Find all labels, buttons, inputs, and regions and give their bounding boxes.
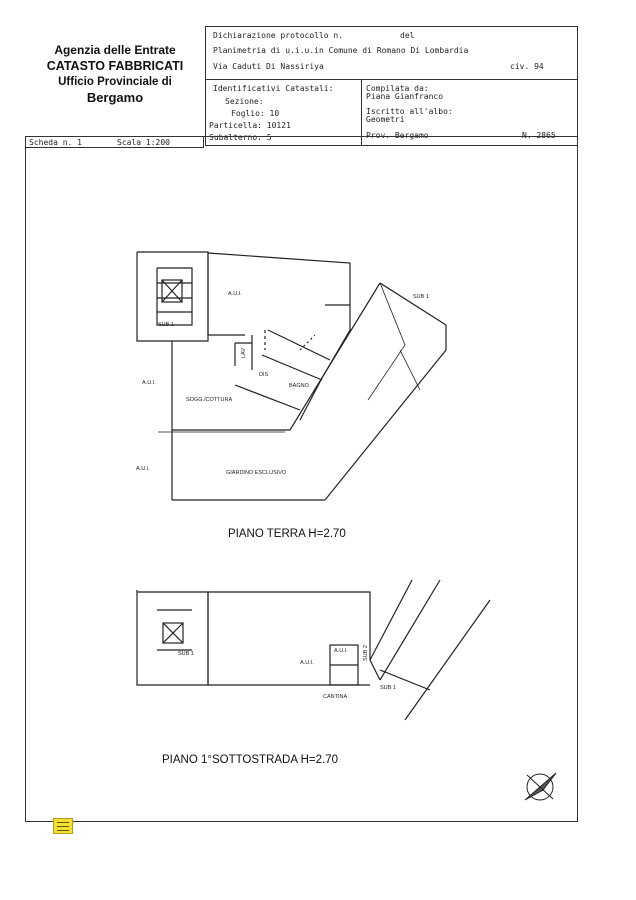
basement-floor-title: PIANO 1°SOTTOSTRADA H=2.70: [162, 754, 338, 766]
catasto-title: CATASTO FABBRICATI: [46, 59, 184, 73]
agency-name: Agenzia delle Entrate: [54, 43, 176, 57]
sticky-note-icon[interactable]: [53, 818, 73, 834]
compiled-label: Compilata da:: [366, 84, 429, 93]
label-dis: DIS: [259, 372, 269, 378]
scheda-number: Scheda n. 1: [29, 138, 82, 147]
cadastral-title: Identificativi Catastali:: [213, 84, 334, 93]
label-cantina: CANTINA: [323, 694, 348, 700]
north-arrow-icon: [525, 773, 556, 800]
office-city: Bergamo: [86, 90, 144, 105]
label-sub1-right: SUB 1: [413, 294, 429, 300]
label-sub1-left: SUB 1: [158, 322, 174, 328]
label-sub2: SUB 2: [362, 645, 369, 661]
office-label: Ufficio Provinciale di: [58, 76, 172, 88]
label-aui-garden: A.U.I.: [136, 466, 150, 472]
sezione: Sezione:: [225, 97, 264, 106]
foglio: Foglio: 10: [231, 109, 280, 118]
label-sub1-lower-right: SUB 1: [380, 685, 396, 691]
iscritto-value: Geometri: [366, 115, 405, 124]
address: Via Caduti Di Nassiriya: [213, 62, 324, 71]
particella: Particella: 10121: [209, 121, 291, 130]
label-aui-lower2: A.U.I.: [334, 648, 348, 654]
label-giardino: GIARDINO ESCLUSIVO: [226, 470, 287, 476]
del-label: del: [400, 31, 415, 40]
protocol-label: Dichiarazione protocollo n.: [213, 31, 344, 40]
label-aui-lower: A.U.I.: [300, 660, 314, 666]
ground-floor-title: PIANO TERRA H=2.70: [228, 528, 346, 540]
label-sub1-lower: SUB 1: [178, 651, 194, 657]
compiled-name: Piana Gianfranco: [366, 92, 444, 101]
province: Prov. Bergamo: [366, 131, 429, 140]
subalterno: Subalterno: 5: [209, 133, 272, 142]
scale: Scala 1:200: [117, 138, 170, 147]
label-lav: LAV: [241, 348, 247, 358]
iscritto-label: Iscritto all'albo:: [366, 107, 453, 116]
registration-number: N. 2865: [522, 131, 556, 140]
label-aui-top: A.U.I.: [228, 291, 242, 297]
label-soggiorno: SOGG./COTTURA: [186, 397, 233, 403]
label-bagno: BAGNO: [289, 383, 309, 389]
label-aui-left: A.U.I.: [142, 380, 156, 386]
plan-line: Planimetria di u.i.u.in Comune di Romano Di Lombardia: [213, 46, 469, 55]
civic-number: civ. 94: [510, 62, 544, 71]
